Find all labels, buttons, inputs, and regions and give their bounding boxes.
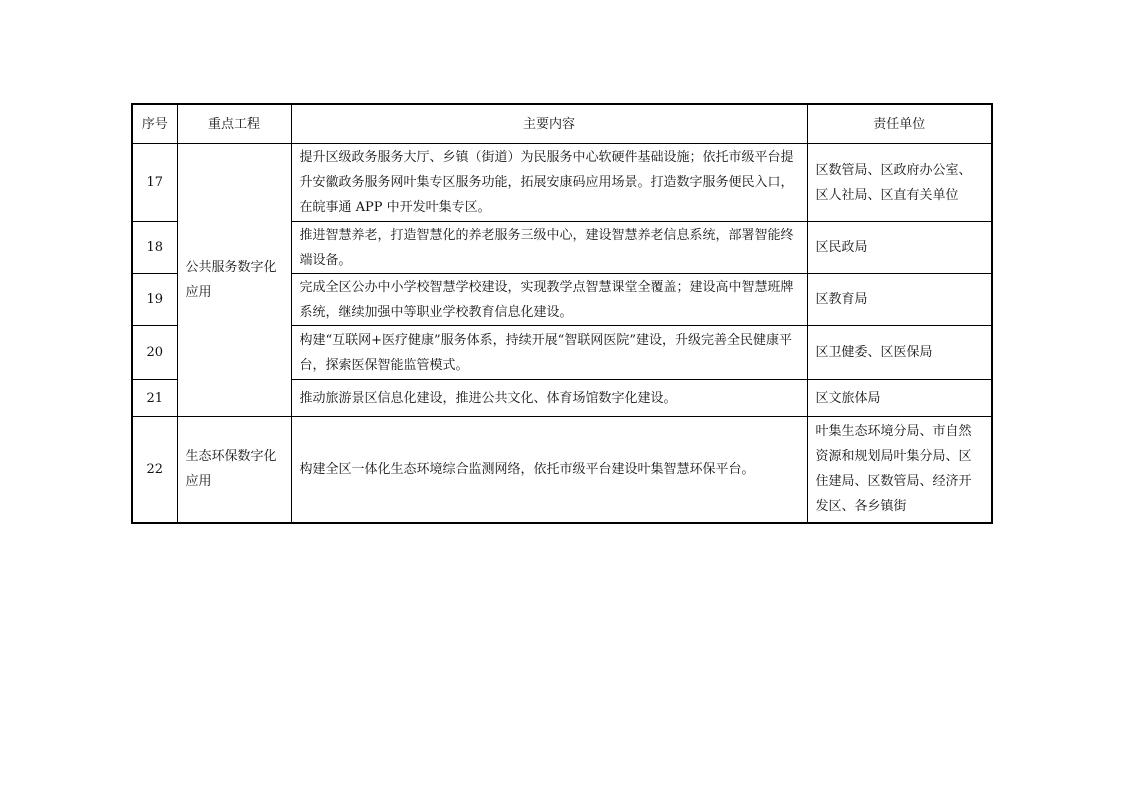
row-number: 21 [132, 380, 177, 417]
row-unit: 叶集生态环境分局、市自然资源和规划局叶集分局、区住建局、区数管局、经济开发区、各乡镇街 [807, 417, 992, 523]
row-unit: 区数管局、区政府办公室、区人社局、区直有关单位 [807, 144, 992, 222]
header-unit: 责任单位 [807, 104, 992, 144]
row-number: 18 [132, 222, 177, 274]
header-content: 主要内容 [291, 104, 807, 144]
header-no: 序号 [132, 104, 177, 144]
row-content: 构建“互联网+医疗健康”服务体系，持续开展“智联网医院”建设，升级完善全民健康平台，探索医保智能监管模式。 [291, 326, 807, 380]
row-number: 19 [132, 274, 177, 326]
row-content: 提升区级政务服务大厅、乡镇（街道）为民服务中心软硬件基础设施；依托市级平台提升安徽政务服务网叶集专区服务功能，拓展安康码应用场景。打造数字服务便民入口，在皖事通 APP 中开发叶集专区。 [291, 144, 807, 222]
row-unit: 区文旅体局 [807, 380, 992, 417]
header-row [132, 104, 992, 144]
project-name: 生态环保数字化应用 [177, 417, 291, 523]
row-unit: 区教育局 [807, 274, 992, 326]
header-project: 重点工程 [177, 104, 291, 144]
row-content: 推动旅游景区信息化建设，推进公共文化、体育场馆数字化建设。 [291, 380, 807, 417]
row-content: 推进智慧养老，打造智慧化的养老服务三级中心，建设智慧养老信息系统，部署智能终端设备。 [291, 222, 807, 274]
project-table [131, 103, 993, 524]
row-content: 完成全区公办中小学校智慧学校建设，实现教学点智慧课堂全覆盖；建设高中智慧班牌系统，继续加强中等职业学校教育信息化建设。 [291, 274, 807, 326]
row-number: 20 [132, 326, 177, 380]
row-content: 构建全区一体化生态环境综合监测网络，依托市级平台建设叶集智慧环保平台。 [291, 417, 807, 523]
row-number: 22 [132, 417, 177, 523]
table-row [132, 417, 992, 523]
project-name: 公共服务数字化应用 [177, 144, 291, 417]
table-row [132, 144, 992, 222]
row-unit: 区民政局 [807, 222, 992, 274]
row-number: 17 [132, 144, 177, 222]
row-unit: 区卫健委、区医保局 [807, 326, 992, 380]
